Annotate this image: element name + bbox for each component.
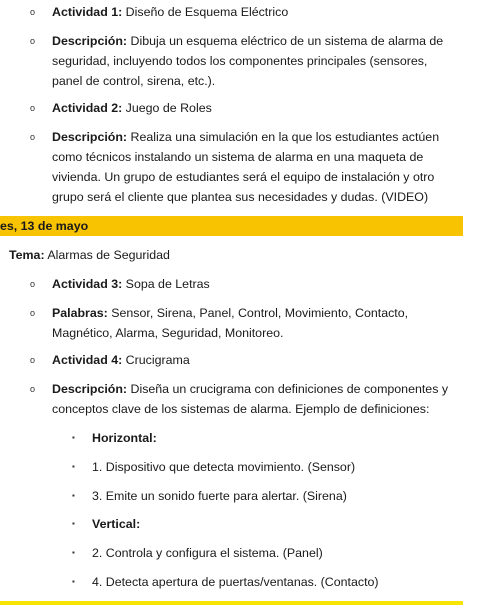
square-bullet-icon: ▪ — [72, 491, 75, 500]
tema-text: Alarmas de Seguridad — [44, 248, 170, 262]
item-label: Actividad 1: — [52, 5, 123, 19]
item-label: Descripción: — [52, 130, 128, 144]
bullet-icon: o — [30, 7, 36, 17]
sub-item-text: 4. Detecta apertura de puertas/ventanas. (Contacto) — [92, 575, 379, 589]
sub-item-text: 2. Controla y configura el sistema. (Panel) — [92, 546, 323, 560]
square-bullet-icon: ▪ — [72, 519, 75, 528]
item-label: Actividad 4: — [52, 353, 123, 367]
item-text: Crucigrama — [122, 353, 190, 367]
sub-item-text: 1. Dispositivo que detecta movimiento. (Sensor) — [92, 460, 356, 474]
tema-label: Tema: — [9, 248, 45, 262]
item-label: Descripción: — [52, 382, 128, 396]
bullet-icon: o — [30, 279, 36, 289]
item-text: Sensor, Sirena, Panel, Control, Movimiento, Contacto, Magnético, Alarma, Seguridad, Monitoreo. — [52, 306, 409, 340]
item-text: Diseña un crucigrama con definiciones de componentes y conceptos clave de los sistemas de alarma. Ejemplo de definiciones: — [52, 382, 449, 416]
item-label: Descripción: — [52, 34, 128, 48]
item-text: Juego de Roles — [122, 101, 212, 115]
item-label: Actividad 2: — [52, 101, 123, 115]
item-label: Palabras: — [52, 306, 108, 320]
item-text: Sopa de Letras — [122, 277, 210, 291]
item-text: Realiza una simulación en la que los estudiantes actúen como técnicos instalando un sistema de alarma en una maqueta de vivienda. Un grupo de estudiantes será el equipo de instalación y otro grupo será el cliente que plantea sus necesidades y dudas. (VIDEO) — [52, 130, 440, 204]
sub-item-text: 3. Emite un sonido fuerte para alertar. (Sirena) — [92, 489, 347, 503]
square-bullet-icon: ▪ — [72, 462, 75, 471]
bullet-icon: o — [30, 36, 36, 46]
bullet-icon: o — [30, 132, 36, 142]
date-header-bar: es, 13 de mayo — [0, 216, 463, 236]
square-bullet-icon: ▪ — [72, 433, 75, 442]
item-text: Dibuja un esquema eléctrico de un sistema de alarma de seguridad, incluyendo todos los componentes principales (sensores, panel de control, sirena, etc.). — [52, 34, 444, 88]
bullet-icon: o — [30, 355, 36, 365]
bullet-icon: o — [30, 103, 36, 113]
tema-line — [9, 245, 170, 265]
sub-item-label: Vertical: — [92, 517, 141, 531]
sub-item-label: Horizontal: — [92, 431, 157, 445]
bullet-icon: o — [30, 384, 36, 394]
bottom-highlight-divider — [0, 601, 463, 605]
square-bullet-icon: ▪ — [72, 577, 75, 586]
item-label: Actividad 3: — [52, 277, 123, 291]
square-bullet-icon: ▪ — [72, 548, 75, 557]
item-text: Diseño de Esquema Eléctrico — [122, 5, 289, 19]
bullet-icon: o — [30, 308, 36, 318]
